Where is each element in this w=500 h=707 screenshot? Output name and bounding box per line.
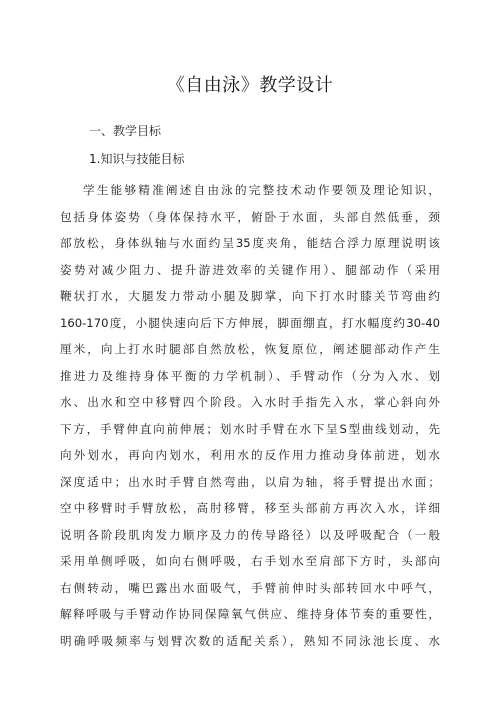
paragraph-line: 160-170度，小腿快速向后下方伸展，脚面绷直，打水幅度约30-40 [60,315,440,330]
paragraph-line: 推进力及维持身体平衡的力学机制）、手臂动作（分为入水、划 [60,368,440,383]
subsection-heading: 1.知识与技能目标 [89,152,185,166]
paragraph-line: 学生能够精准阐述自由泳的完整技术动作要领及理论知识， [83,183,440,197]
paragraph-line: 下方，手臂伸直向前伸展；划水时手臂在水下呈S型曲线划动，先 [60,421,440,436]
paragraph-line: 鞭状打水，大腿发力带动小腿及脚掌，向下打水时膝关节弯曲约 [60,289,440,303]
paragraph-line: 厘米，向上打水时腿部自然放松，恢复原位，阐述腿部动作产生 [60,342,440,356]
paragraph-line: 深度适中；出水时手臂自然弯曲，以肩为轴，将手臂提出水面； [60,474,440,489]
paragraph-line: 说明各阶段肌肉发力顺序及力的传导路径）以及呼吸配合（一般 [60,527,440,542]
paragraph-line: 明确呼吸频率与划臂次数的适配关系），熟知不同泳池长度、水 [60,633,440,648]
paragraph-line: 空中移臂时手臂放松，高肘移臂，移至头部前方再次入水，详细 [60,501,440,515]
paragraph-line: 右侧转动，嘴巴露出水面吸气，手臂前伸时头部转回水中呼气， [60,580,440,595]
paragraph-line: 部放松，身体纵轴与水面约呈35度夹角，能结合浮力原理说明该 [60,236,440,250]
section-heading: 一、教学目标 [89,124,162,138]
paragraph-line: 向外划水，再向内划水，利用水的反作用力推动身体前进，划水 [60,448,440,462]
paragraph-line: 解释呼吸与手臂动作协同保障氧气供应、维持身体节奏的重要性， [60,607,440,621]
paragraph-line: 采用单侧呼吸，如向右侧呼吸，右手划水至肩部下方时，头部向 [60,554,440,568]
paragraph-line: 姿势对减少阻力、提升游进效率的关键作用）、腿部动作（采用 [60,262,440,277]
paragraph-line: 包括身体姿势（身体保持水平，俯卧于水面，头部自然低垂，颈 [60,209,440,224]
body-paragraph [60,177,440,654]
paragraph-line: 水、出水和空中移臂四个阶段。入水时手指先入水，掌心斜向外 [60,395,440,409]
document-title: 《自由泳》教学设计 [166,75,334,96]
